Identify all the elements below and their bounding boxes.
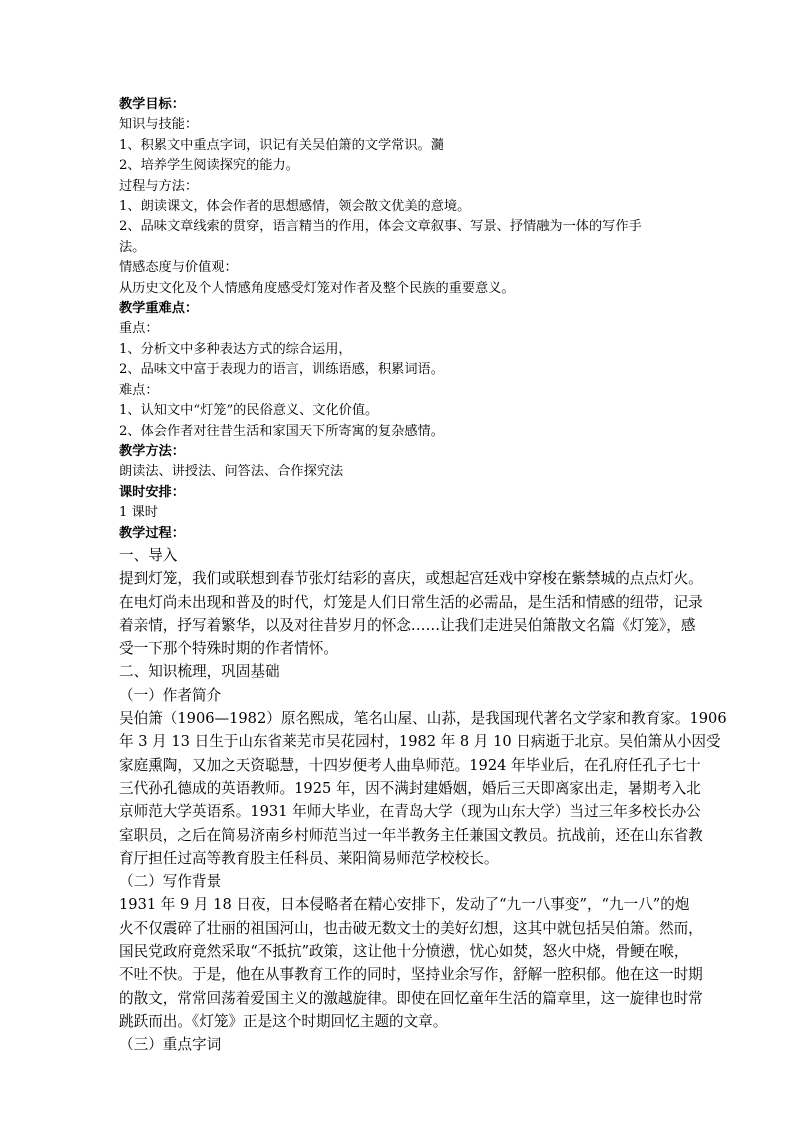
- intro-line-4: 受一下那个特殊时期的作者情怀。: [119, 640, 338, 658]
- section-knowledge-title: 二、知识梳理，巩固基础: [119, 663, 280, 681]
- goal-knowledge-label: 知识与技能：: [119, 117, 199, 133]
- author-line-7: 育厅担任过高等教育股主任科员、莱阳简易师范学校校长。: [119, 849, 499, 867]
- document-page: [119, 95, 727, 1056]
- difficult-item-2: 2、体会作者对往昔生活和家国天下所寄寓的复杂感情。: [119, 423, 444, 439]
- goal-process-item-1: 1、朗读课文，体会作者的思想感情，领会散文优美的意境。: [119, 199, 471, 215]
- subsection-background-title: （二）写作背景: [119, 873, 222, 891]
- key-item-1: 1、分析文中多种表达方式的综合运用，: [119, 341, 352, 357]
- key-item-2: 2、品味文中富于表现力的语言，训练语感，积累词语。: [119, 362, 444, 378]
- intro-line-1: 提到灯笼，我们或联想到春节张灯结彩的喜庆，或想起宫廷戏中穿梭在紫禁城的点点灯火。: [119, 570, 703, 588]
- author-line-2: 年 3 月 13 日生于山东省莱芜市吴花园村，1982 年 8 月 10 日病逝于北京。吴伯箫从小因受: [119, 733, 721, 751]
- key-label: 重点：: [119, 321, 159, 337]
- intro-line-3: 着亲情，抒写着繁华，以及对往昔岁月的怀念……让我们走进吴伯箫散文名篇《灯笼》，感: [119, 616, 696, 634]
- difficult-item-1: 1、认知文中“灯笼”的民俗意义、文化价值。: [119, 403, 379, 419]
- goal-emotion-item-1: 从历史文化及个人情感角度感受灯笼对作者及整个民族的重要意义。: [119, 280, 515, 296]
- section-intro-title: 一、导入: [119, 546, 178, 564]
- author-line-1: 吴伯箫（1906—1982）原名熙成，笔名山屋、山荪，是我国现代著名文学家和教育家。1906: [119, 710, 727, 728]
- goal-process-item-2-cont: 法。: [119, 239, 146, 255]
- background-line-5: 的散文，常常回荡着爱国主义的激越旋律。即使在回忆童年生活的篇章里，这一旋律也时常: [119, 989, 703, 1007]
- author-line-3: 家庭熏陶，又加之天资聪慧，十四岁便考人曲阜师范。1924 年毕业后，在孔府任孔子七十: [119, 756, 701, 774]
- background-line-3: 国民党政府竟然采取“不抵抗”政策，这让他十分愤懑，忧心如焚，怒火中烧，骨鲠在喉，: [119, 942, 689, 960]
- subsection-vocabulary-title: （三）重点字词: [119, 1036, 222, 1054]
- difficult-label: 难点：: [119, 382, 159, 398]
- goal-process-label: 过程与方法：: [119, 178, 199, 194]
- methods-text: 朗读法、讲授法、问答法、合作探究法: [119, 464, 344, 480]
- heading-schedule: 课时安排：: [119, 484, 185, 500]
- background-line-4: 不吐不快。于是，他在从事教育工作的同时，坚持业余写作，舒解一腔积郁。他在这一时期: [119, 966, 703, 984]
- heading-teaching-methods: 教学方法：: [119, 443, 185, 459]
- goal-process-item-2: 2、品味文章线索的贯穿，语言精当的作用，体会文章叙事、写景、抒情融为一体的写作手: [119, 219, 642, 235]
- background-line-6: 跳跃而出。《灯笼》正是这个时期回忆主题的文章。: [119, 1012, 448, 1030]
- intro-line-2: 在电灯尚未出现和普及的时代，灯笼是人们日常生活的必需品，是生活和情感的纽带，记录: [119, 593, 703, 611]
- author-line-5: 京师范大学英语系。1931 年师大毕业，在青岛大学（现为山东大学）当过三年多校长办公: [119, 803, 701, 821]
- author-line-6: 室职员，之后在简易济南乡村师范当过一年半教务主任兼国文教员。抗战前，还在山东省教: [119, 826, 703, 844]
- heading-teaching-goals: 教学目标：: [119, 97, 185, 112]
- goal-knowledge-item-1: 1、积累文中重点字词，识记有关吴伯箫的文学常识。瀡: [119, 137, 444, 153]
- background-line-1: 1931 年 9 月 18 日夜，日本侵略者在精心安排下，发动了“九一八事变”，“九一八”的炮: [119, 896, 690, 914]
- background-line-2: 火不仅震碎了壮丽的祖国河山，也击破无数文士的美好幻想，这其中就包括吴伯箫。然而，: [119, 919, 703, 937]
- heading-key-difficult: 教学重难点：: [119, 301, 199, 317]
- heading-teaching-process: 教学过程：: [119, 525, 185, 541]
- goal-knowledge-item-2: 2、培养学生阅读探究的能力。: [119, 158, 299, 174]
- author-line-4: 三代孙孔德成的英语教师。1925 年，因不满封建婚姻，婚后三天即离家出走，暑期考入北: [119, 779, 701, 797]
- goal-emotion-label: 情感态度与价值观：: [119, 260, 238, 276]
- subsection-author-title: （一）作者简介: [119, 686, 222, 704]
- schedule-text: 1 课时: [119, 505, 158, 521]
